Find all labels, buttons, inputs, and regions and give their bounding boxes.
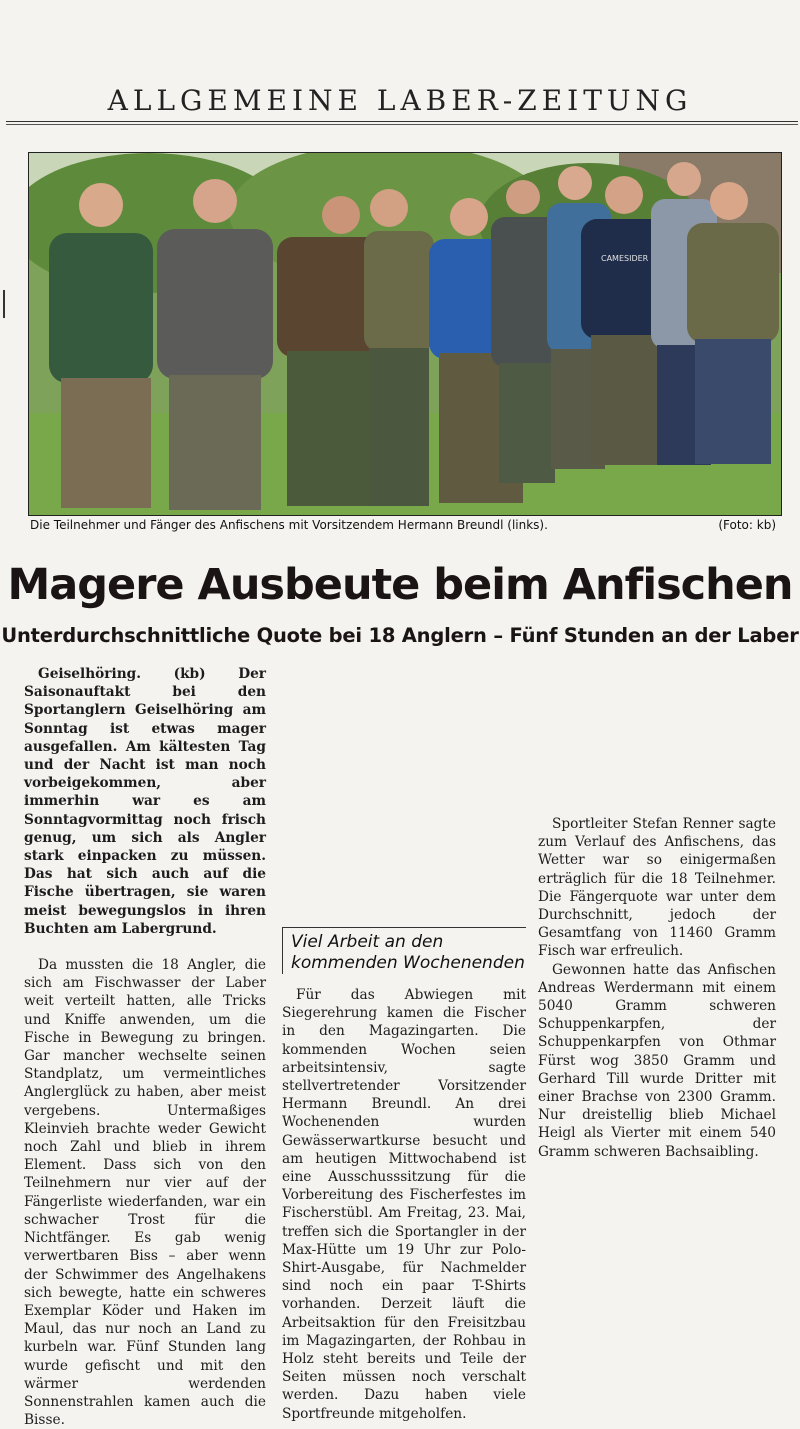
left-margin-mark [3, 290, 5, 318]
article-paragraph-2: Für das Abwiegen mit Siegerehrung kamen die Fischer in den Magazingarten. Die kommenden Wochen seien arbeitsintensiv, sagte stellvertretender Vorsitzender Hermann Breundl. An drei Wochenenden wurden Gewässerwartkurse besucht und am heutigen Mittwochabend ist eine Ausschusssitzung für die Vorbereitung des Fischerfestes im Fischerstübl. Am Freitag, 23. Mai, treffen sich die Sportangler in der Max-Hütte um 19 Uhr zur Polo-Shirt-Ausgabe, für Nachmelder sind noch ein paar T-Shirts vorhanden. Derzeit läuft die Arbeitsaktion für den Freisitzbau im Magazingarten, der Rohbau in Holz steht bereits und Teile der Seiten müssen noch verschalt werden. Dazu haben viele Sportfreunde mitgeholfen. [282, 987, 526, 1422]
shirt-print-text: CAMESIDER [601, 254, 649, 263]
group-photo [28, 152, 782, 516]
masthead-rule [6, 121, 798, 125]
article-paragraph-3: Sportleiter Stefan Renner sagte zum Verlauf des Anfischens, das Wetter war so einigermaßen erträglich für die 18 Teilnehmer. Die Fängerquote war unter dem Durchschnitt, jedoch der Gesamtfang von 11460 Gramm Fisch war erfreulich. [538, 816, 776, 960]
photo-caption-row [30, 518, 780, 532]
article-subsection-heading: Viel Arbeit an den kommenden Wochenenden [282, 927, 526, 974]
article-headline: Magere Ausbeute beim Anfischen [7, 560, 793, 610]
article-lead: Geiselhöring. (kb) Der Saisonauftakt bei den Sportanglern Geiselhöring am Sonntag ist etwas mager ausgefallen. Am kältesten Tag und der Nacht ist man noch vorbeigekommen, aber immerhin war es am Sonntagvormittag noch frisch genug, um sich als Angler stark einpacken zu müssen. Das hat sich auch auf die Fische übertragen, sie waren meist bewegungslos in ihren Buchten am Labergrund. [24, 666, 266, 937]
article-paragraph-4: Gewonnen hatte das Anfischen Andreas Werdermann mit einem 5040 Gramm schweren Schuppenkarpfen, der Schuppenkarpfen von Othmar Fürst wog 3850 Gramm und Gerhard Till wurde Dritter mit einer Brachse von 2300 Gramm. Nur dreistellig blieb Michael Heigl als Vierter mit einem 540 Gramm schweren Bachsaibling. [538, 961, 776, 1160]
article-subheadline: Unterdurchschnittliche Quote bei 18 Anglern – Fünf Stunden an der Laber [1, 624, 799, 647]
person-10 [687, 182, 779, 464]
photo-caption: Die Teilnehmer und Fänger des Anfischens mit Vorsitzendem Hermann Breundl (links). [30, 518, 548, 532]
person-4 [364, 189, 434, 506]
photo-credit: (Foto: kb) [718, 518, 776, 532]
article-column-3 [538, 665, 776, 1161]
article-column-2 [282, 665, 526, 1423]
article-paragraph-1: Da mussten die 18 Angler, die sich am Fischwasser der Laber weit verteilt hatten, alle Tricks und Kniffe anwenden, um die Fische in Bewegung zu bringen. Gar mancher wechselte seinen Standplatz, um vermeintliches Anglerglück zu haben, aber meist vergebens. Untermaßiges Kleinvieh brachte weder Gewicht noch Zahl und blieb in ihrem Element. Dass sich von den Teilnehmern nur vier auf der Fängerliste wiederfanden, war ein schwacher Trost für die Nichtfänger. Es gab wenig verwertbaren Biss – aber wenn der Schwimmer des Angelhakens sich bewegte, hatte ein schweres Exemplar Köder und Haken im Maul, das nur noch an Land zu kurbeln war. Fünf Stunden lang wurde gefischt und mit den wärmer werdenden Sonnenstrahlen kamen auch die Bisse. [24, 957, 266, 1429]
masthead: ALLGEMEINE LABER-ZEITUNG [107, 84, 693, 117]
group-photo-illustration [29, 153, 781, 515]
article-column-1 [24, 665, 266, 1429]
